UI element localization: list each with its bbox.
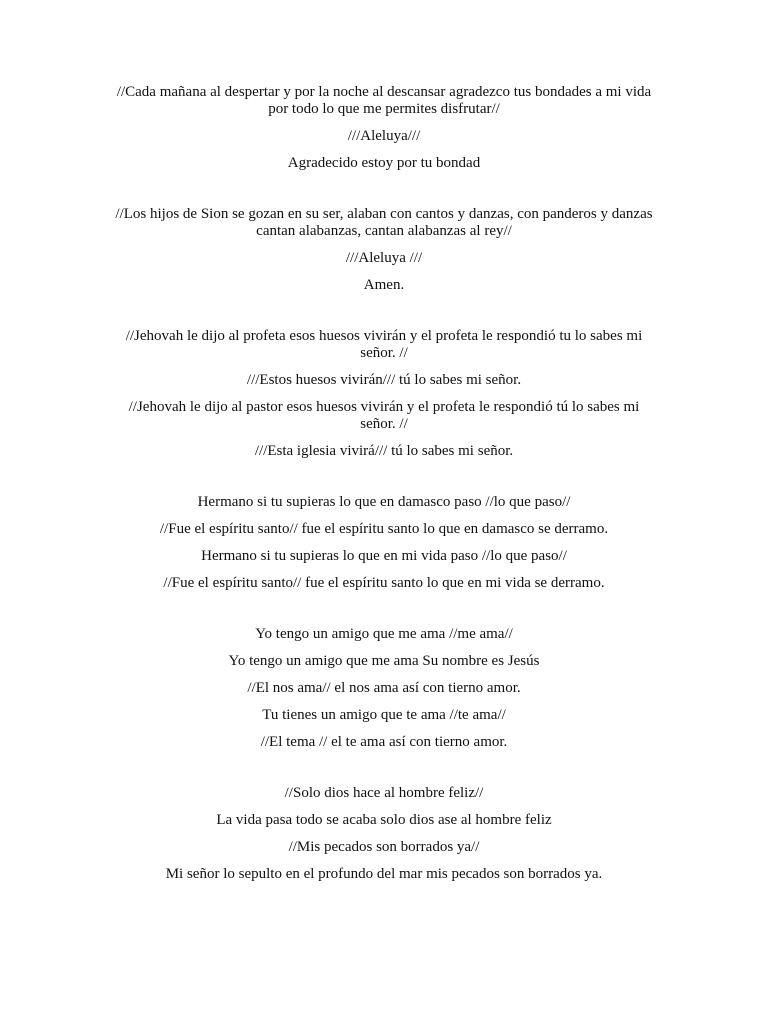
stanza-1 [112, 84, 656, 172]
song-line: ///Aleluya/// [347, 128, 421, 144]
song-line: //Jehovah le dijo al profeta esos huesos vivirán y el profeta le respondió tu lo sabes mi señor. // [125, 328, 643, 361]
song-line: //Fue el espíritu santo// fue el espíritu santo lo que en damasco se derramo. [159, 521, 609, 537]
stanza-3 [112, 328, 656, 460]
song-line: ///Aleluya /// [345, 250, 423, 266]
song-line: //Cada mañana al despertar y por la noche al descansar agradezco tus bondades a mi vida por todo lo que me permites disfrutar// [116, 84, 652, 117]
song-line: Yo tengo un amigo que me ama Su nombre es Jesús [228, 653, 540, 669]
song-line: //Fue el espíritu santo// fue el espíritu santo lo que en mi vida se derramo. [163, 575, 605, 591]
song-line: //El tema // el te ama así con tierno amor. [260, 734, 508, 750]
song-line: Hermano si tu supieras lo que en damasco paso //lo que paso// [197, 494, 571, 510]
song-line: ///Estos huesos vivirán/// tú lo sabes mi señor. [246, 372, 522, 388]
song-line: Mi señor lo sepulto en el profundo del mar mis pecados son borrados ya. [165, 866, 603, 882]
song-line: Amen. [363, 277, 405, 293]
song-line: Agradecido estoy por tu bondad [287, 155, 481, 171]
song-line: ///Esta iglesia vivirá/// tú lo sabes mi señor. [254, 443, 514, 459]
song-line: Tu tienes un amigo que te ama //te ama// [262, 707, 506, 723]
song-line: //Jehovah le dijo al pastor esos huesos vivirán y el profeta le respondió tú lo sabes mi señor. // [128, 399, 640, 432]
song-line: //Solo dios hace al hombre feliz// [284, 785, 484, 801]
song-line: La vida pasa todo se acaba solo dios ase al hombre feliz [216, 812, 552, 828]
song-line: //Los hijos de Sion se gozan en su ser, alaban con cantos y danzas, con panderos y danzas cantan alabanzas, cantan alabanzas al rey// [115, 206, 653, 239]
stanza-5 [112, 626, 656, 751]
stanza-6 [112, 785, 656, 883]
song-line: Hermano si tu supieras lo que en mi vida paso //lo que paso// [201, 548, 567, 564]
stanza-4 [112, 494, 656, 592]
stanza-2 [112, 206, 656, 294]
song-line: Yo tengo un amigo que me ama //me ama// [255, 626, 513, 642]
song-line: //El nos ama// el nos ama así con tierno amor. [247, 680, 521, 696]
song-line: //Mis pecados son borrados ya// [288, 839, 480, 855]
